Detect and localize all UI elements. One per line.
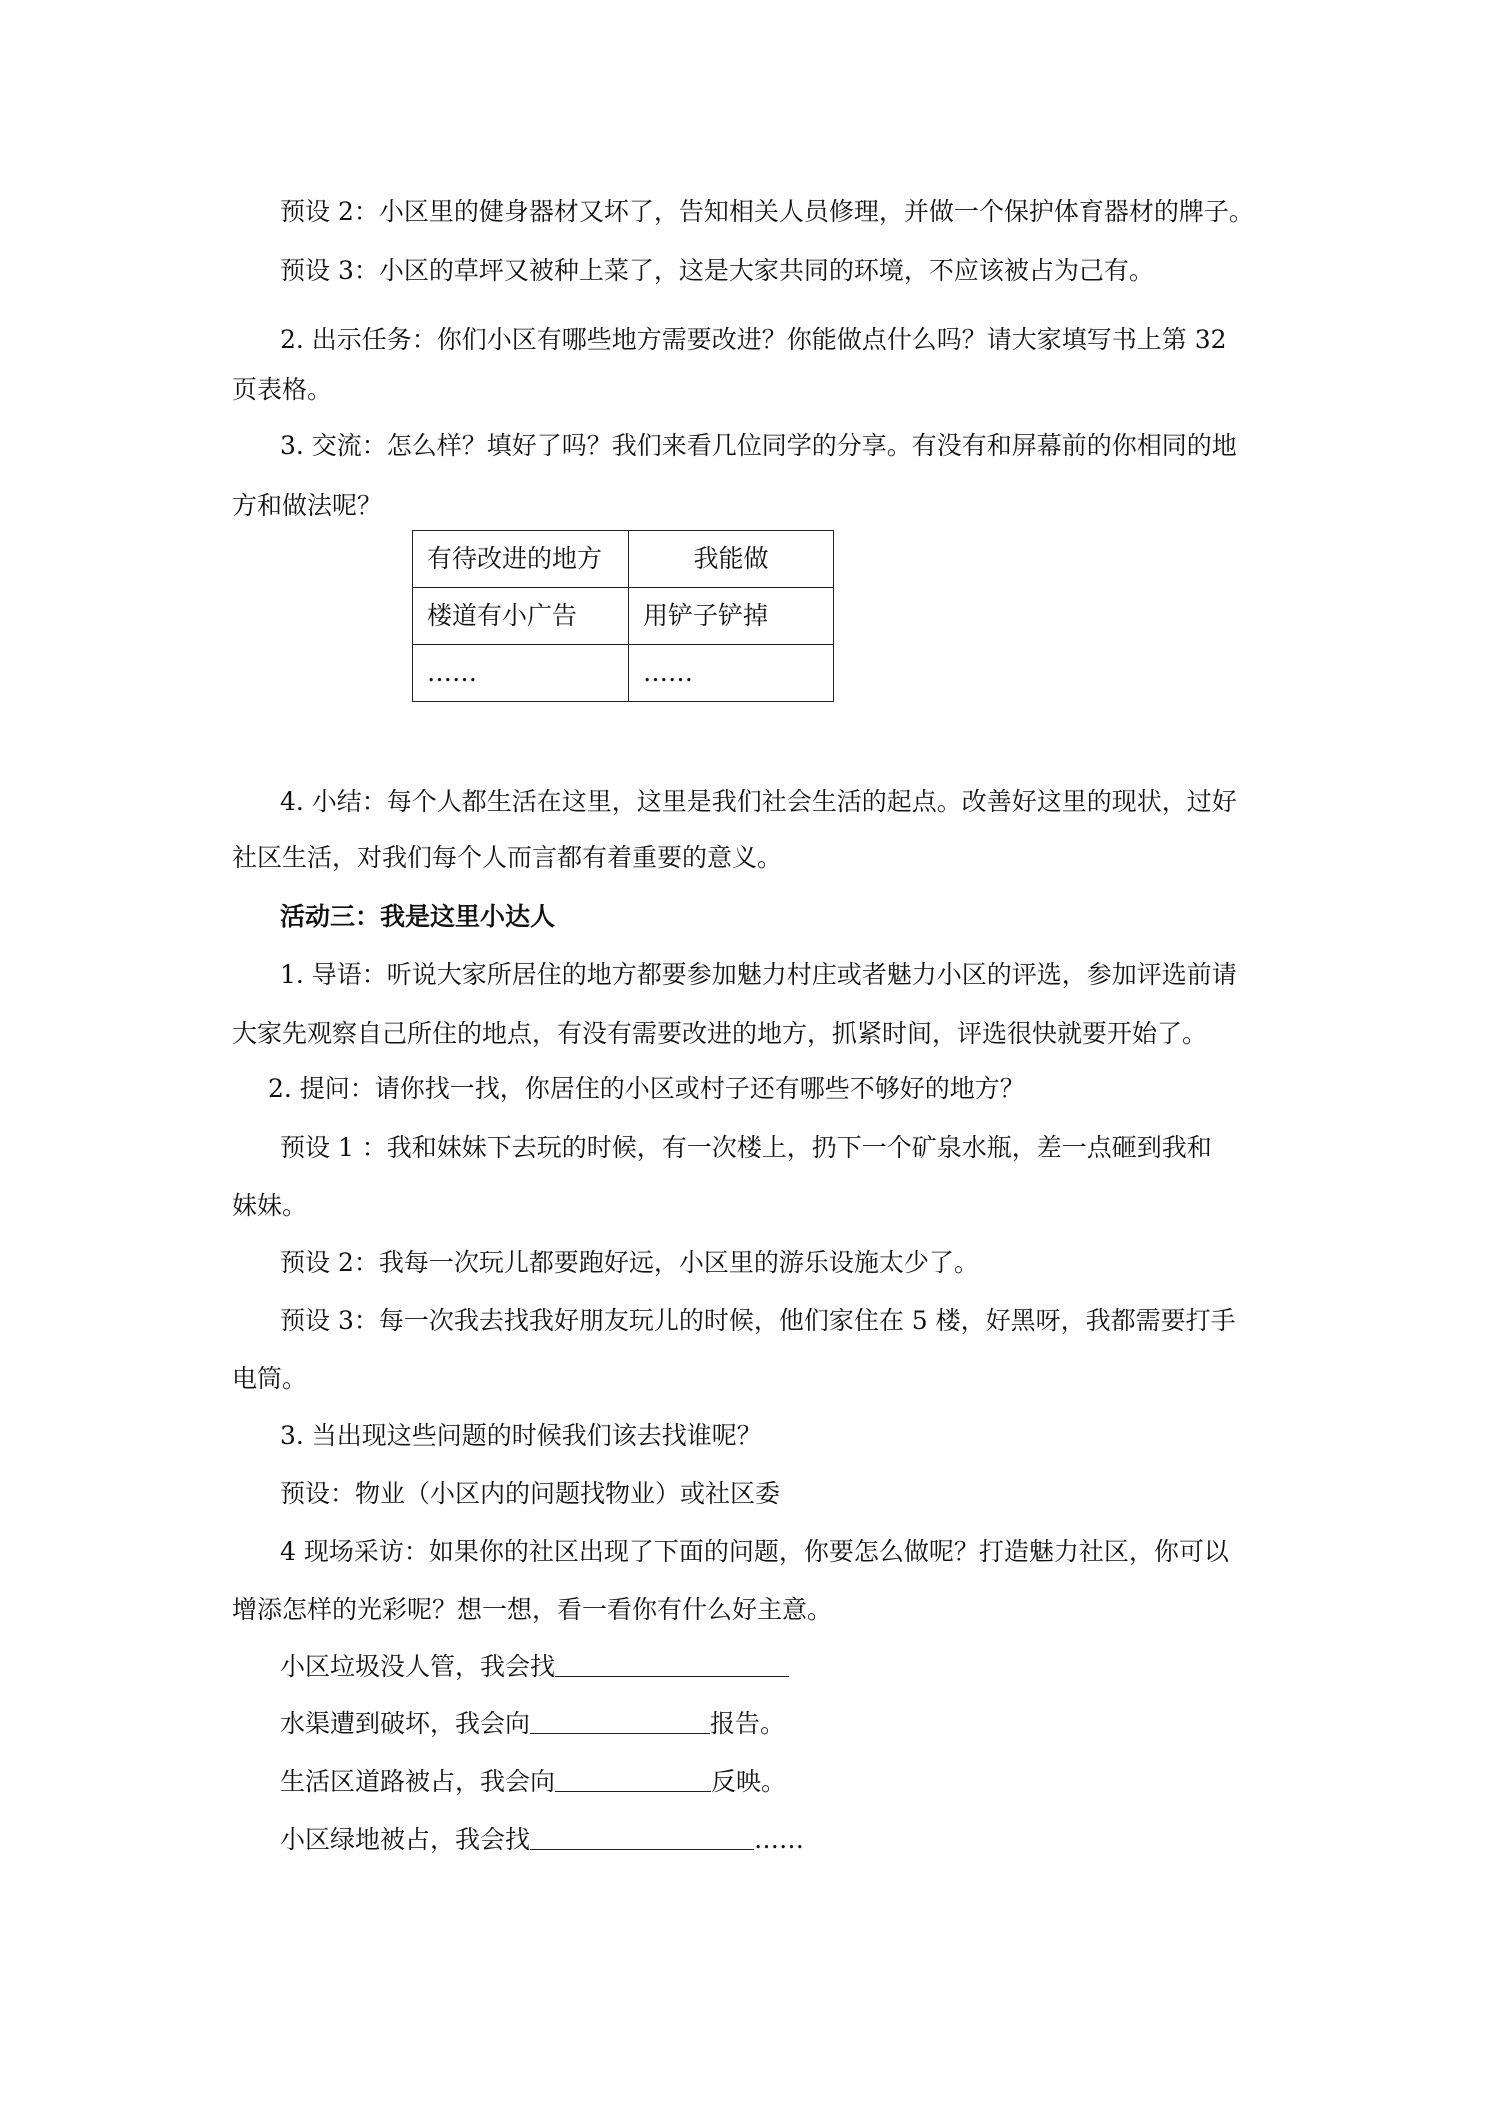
paragraph: 方和做法呢？ bbox=[232, 491, 383, 520]
fill-in-suffix: 反映。 bbox=[711, 1767, 787, 1796]
fill-in-line bbox=[280, 1706, 785, 1742]
paragraph: 大家先观察自己所住的地点，有没有需要改进的地方，抓紧时间，评选很快就要开始了。 bbox=[232, 1019, 1208, 1048]
table-row bbox=[413, 645, 834, 702]
fill-in-prompt: 生活区道路被占，我会向 bbox=[280, 1767, 556, 1796]
fill-in-blank[interactable] bbox=[555, 1765, 711, 1792]
fill-in-line bbox=[280, 1649, 789, 1685]
paragraph: 预设 3：小区的草坪又被种上菜了，这是大家共同的环境，不应该被占为己有。 bbox=[280, 256, 1154, 285]
fill-in-prompt: 小区垃圾没人管，我会找 bbox=[280, 1652, 556, 1681]
fill-in-prompt: 小区绿地被占，我会找 bbox=[280, 1825, 531, 1854]
fill-in-blank[interactable] bbox=[530, 1707, 710, 1734]
paragraph: 社区生活，对我们每个人而言都有着重要的意义。 bbox=[232, 843, 783, 872]
fill-in-line bbox=[280, 1764, 786, 1800]
paragraph: 预设 2：我每一次玩儿都要跑好远，小区里的游乐设施太少了。 bbox=[280, 1248, 979, 1277]
paragraph: 预设 2：小区里的健身器材又坏了，告知相关人员修理，并做一个保护体育器材的牌子。 bbox=[280, 197, 1254, 226]
table-cell: 楼道有小广告 bbox=[413, 588, 629, 645]
paragraph: 预设 1 ：我和妹妹下去玩的时候，有一次楼上，扔下一个矿泉水瓶，差一点砸到我和 bbox=[280, 1133, 1212, 1162]
paragraph: 妹妹。 bbox=[232, 1191, 308, 1220]
paragraph: 预设 3：每一次我去找我好朋友玩儿的时候，他们家住在 5 楼，好黑呀，我都需要打手 bbox=[280, 1306, 1236, 1335]
paragraph: 3. 交流：怎么样？填好了吗？我们来看几位同学的分享。有没有和屏幕前的你相同的地 bbox=[280, 431, 1237, 460]
fill-in-blank[interactable] bbox=[555, 1650, 789, 1677]
table-cell: …… bbox=[629, 645, 834, 702]
paragraph: 增添怎样的光彩呢？想一想，看一看你有什么好主意。 bbox=[232, 1595, 833, 1624]
paragraph: 2. 提问：请你找一找，你居住的小区或村子还有哪些不够好的地方？ bbox=[268, 1074, 1025, 1103]
fill-in-suffix: …… bbox=[754, 1825, 805, 1854]
paragraph: 4 现场采访：如果你的社区出现了下面的问题，你要怎么做呢？打造魅力社区，你可以 bbox=[280, 1537, 1229, 1566]
paragraph: 3. 当出现这些问题的时候我们该去找谁呢？ bbox=[280, 1421, 762, 1450]
paragraph: 电筒。 bbox=[232, 1364, 308, 1393]
improvement-table bbox=[412, 530, 834, 702]
table-header-cell: 有待改进的地方 bbox=[413, 531, 629, 588]
fill-in-blank[interactable] bbox=[530, 1823, 754, 1850]
table-cell: 用铲子铲掉 bbox=[629, 588, 834, 645]
table-row bbox=[413, 588, 834, 645]
fill-in-prompt: 水渠遭到破坏，我会向 bbox=[280, 1709, 531, 1738]
paragraph: 1. 导语：听说大家所居住的地方都要参加魅力村庄或者魅力小区的评选，参加评选前请 bbox=[280, 960, 1237, 989]
section-heading: 活动三：我是这里小达人 bbox=[280, 902, 556, 931]
paragraph: 页表格。 bbox=[232, 375, 333, 404]
table-cell: …… bbox=[413, 645, 629, 702]
paragraph: 2. 出示任务：你们小区有哪些地方需要改进？你能做点什么吗？请大家填写书上第 32 bbox=[280, 325, 1227, 354]
fill-in-suffix: 报告。 bbox=[710, 1709, 786, 1738]
table-header-cell: 我能做 bbox=[629, 531, 834, 588]
paragraph: 4. 小结：每个人都生活在这里，这里是我们社会生活的起点。改善好这里的现状，过好 bbox=[280, 787, 1237, 816]
table-header-row bbox=[413, 531, 834, 588]
fill-in-line bbox=[280, 1822, 804, 1858]
paragraph: 预设：物业（小区内的问题找物业）或社区委 bbox=[280, 1479, 781, 1508]
